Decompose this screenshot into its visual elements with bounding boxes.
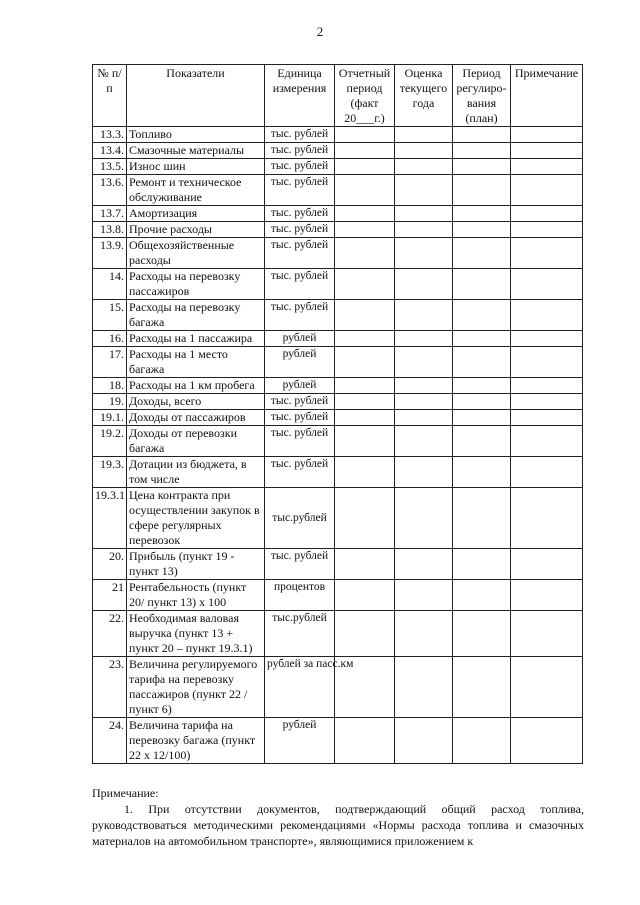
table-row	[93, 457, 583, 488]
row-estimate-value	[395, 206, 453, 222]
table-body	[93, 127, 583, 764]
row-number: 22.	[93, 611, 127, 657]
row-unit: рублей за пасс.км	[265, 657, 335, 718]
row-indicator: Общехозяйственные расходы	[127, 238, 265, 269]
row-note-value	[511, 611, 583, 657]
table-row	[93, 222, 583, 238]
row-estimate-value	[395, 410, 453, 426]
table-row	[93, 426, 583, 457]
row-note-value	[511, 222, 583, 238]
row-plan-value	[453, 238, 511, 269]
row-number: 20.	[93, 549, 127, 580]
row-plan-value	[453, 457, 511, 488]
header-indicator: Показатели	[127, 65, 265, 127]
row-unit: тыс. рублей	[265, 426, 335, 457]
row-estimate-value	[395, 488, 453, 549]
row-estimate-value	[395, 269, 453, 300]
header-reported-period: Отчетный период (факт 20___г.)	[335, 65, 395, 127]
row-note-value	[511, 410, 583, 426]
row-estimate-value	[395, 718, 453, 764]
table-row	[93, 394, 583, 410]
row-indicator: Величина регулируемого тарифа на перевозку пассажиров (пункт 22 /пункт 6)	[127, 657, 265, 718]
row-unit: процентов	[265, 580, 335, 611]
row-plan-value	[453, 378, 511, 394]
row-unit: рублей	[265, 378, 335, 394]
table-row	[93, 718, 583, 764]
row-indicator: Расходы на 1 место багажа	[127, 347, 265, 378]
row-reported-value	[335, 410, 395, 426]
row-reported-value	[335, 222, 395, 238]
row-indicator: Доходы, всего	[127, 394, 265, 410]
notes-section	[92, 785, 584, 849]
row-plan-value	[453, 426, 511, 457]
header-num: № п/п	[93, 65, 127, 127]
row-unit: тыс. рублей	[265, 300, 335, 331]
row-note-value	[511, 159, 583, 175]
row-indicator: Необходимая валовая выручка (пункт 13 + пункт 20 – пункт 19.3.1)	[127, 611, 265, 657]
table-row	[93, 331, 583, 347]
row-number: 13.6.	[93, 175, 127, 206]
row-number: 13.4.	[93, 143, 127, 159]
row-note-value	[511, 457, 583, 488]
row-indicator: Амортизация	[127, 206, 265, 222]
row-unit: рублей	[265, 331, 335, 347]
indicators-table	[92, 64, 583, 764]
row-reported-value	[335, 300, 395, 331]
row-indicator: Цена контракта при осуществлении закупок в сфере регулярных перевозок	[127, 488, 265, 549]
table-row	[93, 410, 583, 426]
row-plan-value	[453, 175, 511, 206]
row-estimate-value	[395, 657, 453, 718]
row-reported-value	[335, 718, 395, 764]
row-indicator: Износ шин	[127, 159, 265, 175]
row-indicator: Рентабельность (пункт 20/ пункт 13) х 100	[127, 580, 265, 611]
row-reported-value	[335, 331, 395, 347]
row-note-value	[511, 269, 583, 300]
row-note-value	[511, 426, 583, 457]
row-plan-value	[453, 549, 511, 580]
header-unit: Единица измерения	[265, 65, 335, 127]
row-reported-value	[335, 143, 395, 159]
row-indicator: Расходы на 1 пассажира	[127, 331, 265, 347]
row-unit: тыс. рублей	[265, 394, 335, 410]
row-plan-value	[453, 611, 511, 657]
row-estimate-value	[395, 378, 453, 394]
row-note-value	[511, 378, 583, 394]
table-row	[93, 611, 583, 657]
row-plan-value	[453, 206, 511, 222]
row-number: 16.	[93, 331, 127, 347]
row-note-value	[511, 488, 583, 549]
row-estimate-value	[395, 331, 453, 347]
row-number: 13.7.	[93, 206, 127, 222]
row-reported-value	[335, 269, 395, 300]
row-indicator: Доходы от пассажиров	[127, 410, 265, 426]
row-plan-value	[453, 718, 511, 764]
row-plan-value	[453, 410, 511, 426]
row-unit: тыс.рублей	[265, 611, 335, 657]
table-header-row	[93, 65, 583, 127]
row-estimate-value	[395, 175, 453, 206]
row-number: 19.	[93, 394, 127, 410]
row-plan-value	[453, 300, 511, 331]
row-note-value	[511, 175, 583, 206]
header-regulation-period: Период регулиро-вания (план)	[453, 65, 511, 127]
row-number: 19.3.	[93, 457, 127, 488]
table-row	[93, 347, 583, 378]
row-indicator: Смазочные материалы	[127, 143, 265, 159]
table-row	[93, 488, 583, 549]
row-indicator: Расходы на перевозку пассажиров	[127, 269, 265, 300]
row-plan-value	[453, 347, 511, 378]
row-note-value	[511, 549, 583, 580]
row-estimate-value	[395, 549, 453, 580]
row-estimate-value	[395, 394, 453, 410]
row-estimate-value	[395, 457, 453, 488]
header-note: Примечание	[511, 65, 583, 127]
row-plan-value	[453, 127, 511, 143]
row-reported-value	[335, 175, 395, 206]
row-note-value	[511, 718, 583, 764]
row-unit: тыс. рублей	[265, 549, 335, 580]
row-number: 13.3.	[93, 127, 127, 143]
row-note-value	[511, 657, 583, 718]
row-reported-value	[335, 611, 395, 657]
row-estimate-value	[395, 143, 453, 159]
row-plan-value	[453, 657, 511, 718]
row-number: 13.8.	[93, 222, 127, 238]
row-estimate-value	[395, 611, 453, 657]
row-plan-value	[453, 222, 511, 238]
row-note-value	[511, 143, 583, 159]
row-unit: тыс. рублей	[265, 410, 335, 426]
table-row	[93, 206, 583, 222]
row-number: 23.	[93, 657, 127, 718]
notes-text: 1. При отсутствии документов, подтверждающий общий расход топлива, руководствоваться методическими рекомендациями «Нормы расхода топлива и смазочных материалов на автомобильном транспорте», являющимися приложением к	[92, 802, 584, 848]
row-reported-value	[335, 238, 395, 269]
row-number: 15.	[93, 300, 127, 331]
row-plan-value	[453, 269, 511, 300]
row-unit: тыс. рублей	[265, 206, 335, 222]
row-estimate-value	[395, 426, 453, 457]
table-row	[93, 143, 583, 159]
row-note-value	[511, 347, 583, 378]
row-unit: тыс.рублей	[265, 488, 335, 549]
row-unit: тыс. рублей	[265, 175, 335, 206]
row-reported-value	[335, 159, 395, 175]
table-row	[93, 269, 583, 300]
table-row	[93, 238, 583, 269]
row-estimate-value	[395, 159, 453, 175]
row-number: 19.1.	[93, 410, 127, 426]
table-row	[93, 127, 583, 143]
row-note-value	[511, 580, 583, 611]
row-number: 13.5.	[93, 159, 127, 175]
row-unit: тыс. рублей	[265, 143, 335, 159]
row-plan-value	[453, 159, 511, 175]
row-unit: рублей	[265, 347, 335, 378]
row-reported-value	[335, 488, 395, 549]
row-number: 19.3.1.	[93, 488, 127, 549]
row-indicator: Доходы от перевозки багажа	[127, 426, 265, 457]
row-indicator: Расходы на 1 км пробега	[127, 378, 265, 394]
row-unit: тыс. рублей	[265, 127, 335, 143]
row-plan-value	[453, 331, 511, 347]
row-estimate-value	[395, 580, 453, 611]
row-indicator: Прибыль (пункт 19 - пункт 13)	[127, 549, 265, 580]
table-row	[93, 300, 583, 331]
table-row	[93, 580, 583, 611]
row-estimate-value	[395, 347, 453, 378]
row-indicator: Расходы на перевозку багажа	[127, 300, 265, 331]
row-indicator: Величина тарифа на перевозку багажа (пункт 22 х 12/100)	[127, 718, 265, 764]
row-number: 14.	[93, 269, 127, 300]
row-estimate-value	[395, 222, 453, 238]
row-number: 17.	[93, 347, 127, 378]
table-row	[93, 378, 583, 394]
row-indicator: Дотации из бюджета, в том числе	[127, 457, 265, 488]
row-plan-value	[453, 580, 511, 611]
row-indicator: Ремонт и техническое обслуживание	[127, 175, 265, 206]
row-estimate-value	[395, 127, 453, 143]
row-unit: тыс. рублей	[265, 238, 335, 269]
row-note-value	[511, 331, 583, 347]
row-unit: рублей	[265, 718, 335, 764]
row-reported-value	[335, 457, 395, 488]
row-reported-value	[335, 127, 395, 143]
row-number: 13.9.	[93, 238, 127, 269]
row-indicator: Топливо	[127, 127, 265, 143]
row-number: 18.	[93, 378, 127, 394]
row-note-value	[511, 238, 583, 269]
header-current-year-estimate: Оценка текущего года	[395, 65, 453, 127]
row-reported-value	[335, 426, 395, 457]
row-estimate-value	[395, 300, 453, 331]
row-number: 21	[93, 580, 127, 611]
page-number: 2	[316, 24, 324, 39]
table-row	[93, 549, 583, 580]
row-reported-value	[335, 580, 395, 611]
table-row	[93, 175, 583, 206]
row-unit: тыс. рублей	[265, 457, 335, 488]
row-reported-value	[335, 378, 395, 394]
row-reported-value	[335, 347, 395, 378]
row-reported-value	[335, 394, 395, 410]
row-plan-value	[453, 394, 511, 410]
row-number: 24.	[93, 718, 127, 764]
table-row	[93, 657, 583, 718]
row-note-value	[511, 300, 583, 331]
row-unit: тыс. рублей	[265, 159, 335, 175]
row-plan-value	[453, 488, 511, 549]
row-note-value	[511, 127, 583, 143]
row-number: 19.2.	[93, 426, 127, 457]
row-plan-value	[453, 143, 511, 159]
row-note-value	[511, 206, 583, 222]
row-unit: тыс. рублей	[265, 222, 335, 238]
notes-title: Примечание:	[92, 786, 159, 800]
row-reported-value	[335, 206, 395, 222]
row-note-value	[511, 394, 583, 410]
row-indicator: Прочие расходы	[127, 222, 265, 238]
row-unit: тыс. рублей	[265, 269, 335, 300]
table-row	[93, 159, 583, 175]
row-reported-value	[335, 549, 395, 580]
row-estimate-value	[395, 238, 453, 269]
